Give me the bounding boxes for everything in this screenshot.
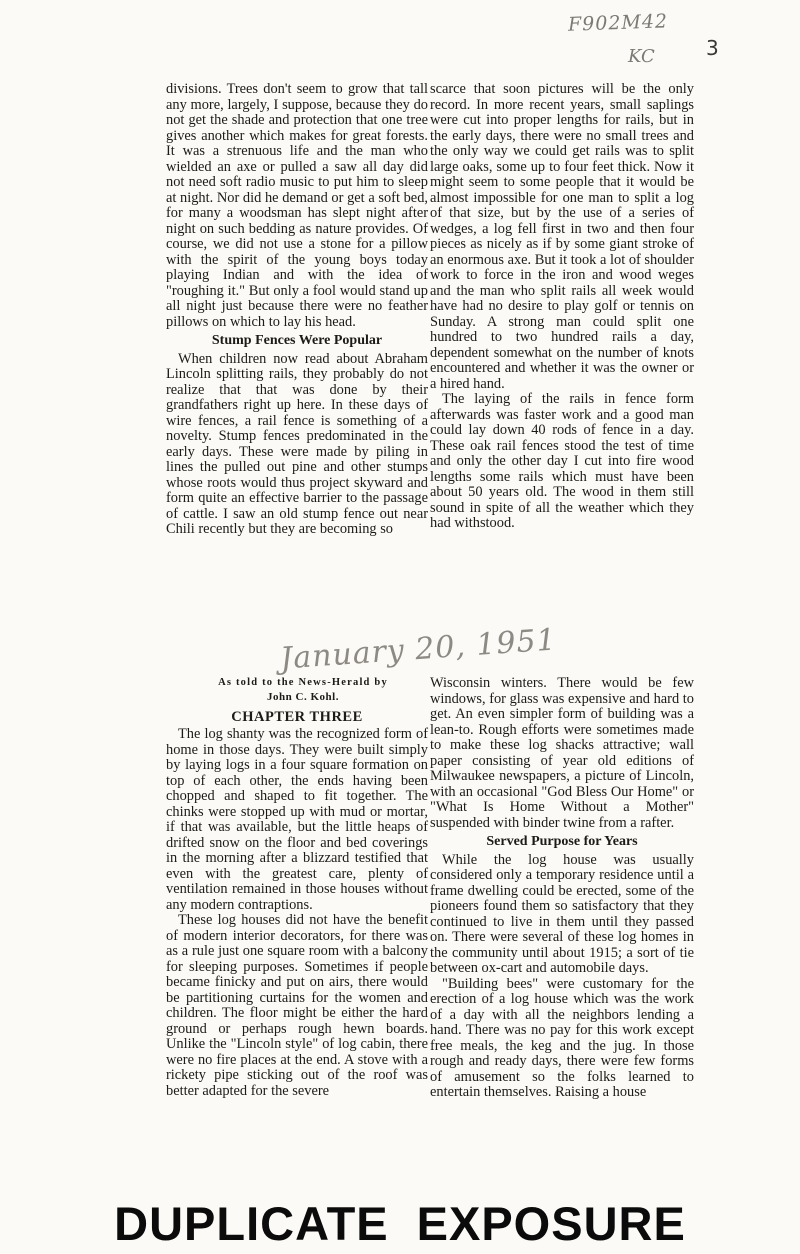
- lower-right-paragraph-2: While the log house was usually considered only a temporary residence until a frame dwelling could be erected, some of the pioneers found them so satisfactory that they continued to live in them until they passed on. There were several of these log homes in the community until about 1915; a sort of tie between ox-cart and automobile days.: [430, 851, 694, 976]
- lower-right-column: [430, 676, 694, 1101]
- upper-right-paragraph-2: The laying of the rails in fence form afterwards was faster work and a good man could lay down 40 rods of fence in a day. These oak rail fences stood the test of time and only the other day I cut into fire wood lengths some rails which must have been about 50 years old. The wood in them still sound in spite of all the weather which they had withstood.: [430, 391, 694, 531]
- chapter-heading: CHAPTER THREE: [231, 708, 363, 725]
- lower-left-column: [166, 676, 428, 1099]
- upper-left-paragraph-2: When children now read about Abraham Lincoln splitting rails, they probably do not realize that that was done by their grandfathers right up here. In these days of wire fences, a rail fence is something of a novelty. Stump fences predominated in the early days. These were made by piling in lines the pulled out pine and other stumps whose roots would thus project skyward and form quite an effective barrier to the passage of cattle. I saw an old stump fence out near Chili recently but they are becoming so: [166, 350, 428, 537]
- date-handwritten: January 20, 1951: [279, 622, 558, 677]
- upper-right-paragraph-1: scarce that soon pictures will be the only record. In more recent years, small saplings were cut into proper lengths for rails, but in the early days, there were no small trees and the only way we could get rails was to split large oaks, some up to four feet thick. Now it might seem to some people that it would be almost impossible for one man to split a log of that size, but by the use of a series of wedges, a log fell first in two and then four pieces as nicely as if by some giant stroke of an enormous axe. But it took a lot of shoulder work to force in the iron and wood weges and the man who split rails all week would have had no desire to play golf or tennis on Sunday. A strong man could split one hundred to two hundred rails a day, dependent somewhat on the number of knots encountered and whether it was the owner or a hired hand.: [430, 81, 694, 392]
- lower-left-paragraph-1: The log shanty was the recognized form of home in those days. They were built simply by laying logs in a four square formation on top of each other, the ends having been chopped and shaped to fit together. The chinks were stopped up with mud or mortar, if that was available, but the little heaps of drifted snow on the floor and bed coverings in the morning after a blizzard testified that even with the greatest care, plenty of ventilation remained in those houses without any modern contraptions.: [166, 726, 428, 913]
- archive-subcode-handwritten: KC: [628, 46, 655, 67]
- byline: As told to the News-Herald by: [218, 677, 388, 688]
- banner-word-exposure: EXPOSURE: [416, 1197, 686, 1250]
- lower-left-paragraph-2: These log houses did not have the benefit of modern interior decorators, for there was as a rule just one square room with a balcony for sleeping purposes. Sometimes if people became finicky and put on airs, there would be partitioning curtains for the women and children. The floor might be either the hard ground or perhaps rough hewn boards. Unlike the "Lincoln style" of log cabin, there were no fire places at the end. A stove with a rickety pipe sticking out of the roof was better adapted for the severe: [166, 912, 428, 1099]
- page-number: 3: [706, 36, 719, 60]
- upper-left-paragraph-1: divisions. Trees don't seem to grow that tall any more, largely, I suppose, because they do not get the shade and protection that one tree gives another which makes for great forests. It was a strenuous life and the man who wielded an axe or pulled a saw all day did not need soft radio music to put him to sleep at night. Nor did he demand or get a soft bed, for many a woodsman has slept night after night on such bedding as nature provides. Of course, we did not use a stone for a pillow with the spirit of the young boys today playing Indian and with the idea of "roughing it." But only a fool would stand up all night just because there were no feather pillows on which to lay his head.: [166, 81, 428, 330]
- lower-right-paragraph-1: Wisconsin winters. There would be few windows, for glass was expensive and hard to get. An even simpler form of building was a lean-to. Rough efforts were sometimes made to make these log shacks attractive; wall paper consisting of year old editions of Milwaukee newspapers, a picture of Lincoln, with an occasional "God Bless Our Home" or "What Is Home Without a Mother" suspended with binder twine from a rafter.: [430, 675, 694, 831]
- subheading-served-purpose: Served Purpose for Years: [486, 834, 638, 849]
- author-name: John C. Kohl.: [267, 691, 339, 703]
- banner-word-duplicate: DUPLICATE: [114, 1197, 389, 1250]
- lower-right-paragraph-3: "Building bees" were customary for the erection of a log house which was the work of a day with all the neighbors lending a hand. There was no pay for this work except free meals, the keg and the jug. In those rough and ready days, there were few forms of amusement so the folks learned to entertain themselves. Raising a house: [430, 975, 694, 1100]
- upper-left-column: [166, 82, 428, 538]
- upper-right-column: [430, 82, 694, 532]
- archive-code-handwritten: F902M42: [567, 10, 669, 36]
- duplicate-exposure-banner: [0, 1194, 800, 1254]
- subheading-stump-fences: Stump Fences Were Popular: [211, 333, 383, 348]
